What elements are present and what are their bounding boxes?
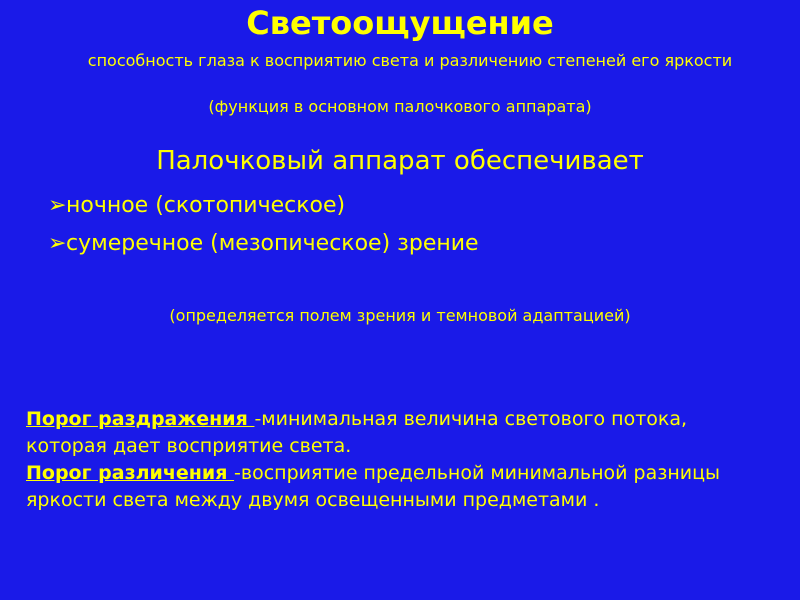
arrow-bullet-icon: ➢ bbox=[48, 193, 67, 218]
slide-subtitle: способность глаза к восприятию света и различению степеней его яркости bbox=[87, 51, 733, 70]
bullet-text: ночное (скотопическое) bbox=[66, 193, 346, 218]
definition-term: Порог различения bbox=[26, 462, 235, 484]
definition-term: Порог раздражения bbox=[26, 408, 255, 430]
slide-title: Светоощущение bbox=[246, 4, 554, 42]
note-text: (определяется полем зрения и темновой адаптацией) bbox=[169, 306, 631, 325]
definition-text: -минимальная величина светового потока, которая дает восприятие света. bbox=[26, 408, 688, 457]
slide-subtitle-note: (функция в основном палочкового аппарата) bbox=[208, 97, 592, 116]
bullet-text: сумеречное (мезопическое) зрение bbox=[66, 231, 479, 256]
section-heading: Палочковый аппарат обеспечивает bbox=[156, 146, 644, 176]
arrow-bullet-icon: ➢ bbox=[48, 231, 67, 256]
bullet-item bbox=[48, 231, 479, 256]
definition-text: -восприятие предельной минимальной разницы яркости света между двумя освещенными предметами . bbox=[26, 462, 721, 511]
definitions bbox=[26, 406, 766, 514]
bullet-item bbox=[48, 193, 345, 218]
